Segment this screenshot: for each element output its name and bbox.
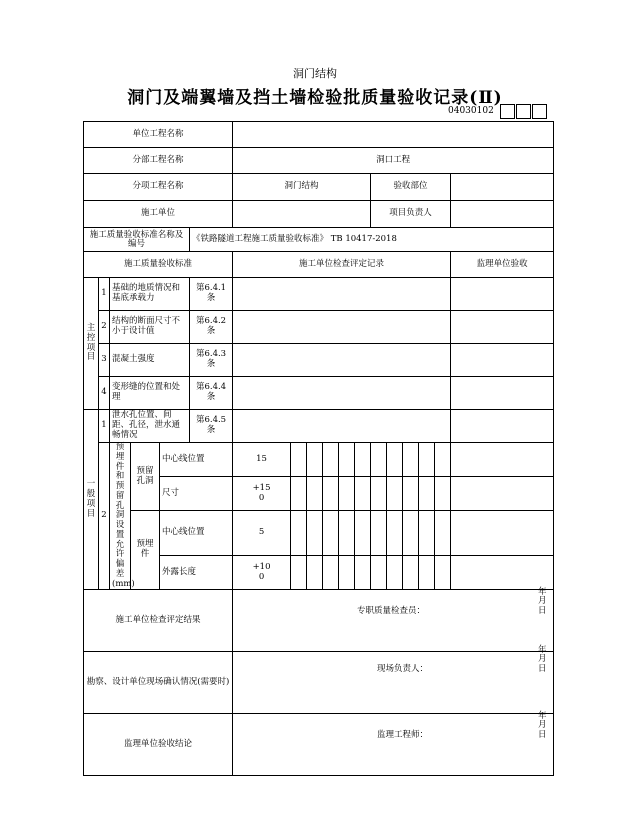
measure-cell[interactable]	[403, 511, 419, 556]
measure-cell[interactable]	[355, 511, 371, 556]
general-item-supervision[interactable]	[451, 443, 554, 477]
unit-project-label: 单位工程名称	[84, 122, 233, 148]
measure-cell[interactable]	[435, 556, 451, 590]
main-item-clause: 第6.4.1条	[190, 278, 233, 311]
design-confirm-area[interactable]	[233, 644, 556, 714]
tolerance-value: 5	[233, 511, 291, 556]
reserved-hole-label: 预留孔洞	[131, 443, 160, 511]
embedded-part-label: 预埋件	[131, 511, 160, 590]
tolerance-name: 中心线位置	[160, 511, 233, 556]
construction-date: 年 月 日	[538, 586, 556, 617]
supervision-conclusion-area[interactable]	[233, 710, 556, 776]
measure-cell[interactable]	[307, 477, 323, 511]
construction-unit-value[interactable]	[233, 201, 371, 228]
measure-cell[interactable]	[435, 443, 451, 477]
design-confirm-label: 勘察、设计单位现场确认情况(需要时)	[84, 652, 233, 714]
measure-cell[interactable]	[339, 511, 355, 556]
code-box-3[interactable]	[532, 104, 547, 119]
general-item-no: 2	[99, 443, 110, 590]
measure-cell[interactable]	[403, 556, 419, 590]
main-control-label: 主控项目	[84, 278, 99, 410]
sub-project-value[interactable]: 洞口工程	[233, 148, 554, 174]
measure-cell[interactable]	[355, 556, 371, 590]
quality-inspector-label: 专职质量检查员：	[357, 606, 426, 617]
measure-cell[interactable]	[371, 443, 387, 477]
item-project-value[interactable]: 洞门结构	[233, 174, 371, 201]
measure-cell[interactable]	[403, 443, 419, 477]
construction-result-area[interactable]	[233, 586, 556, 652]
project-leader-value[interactable]	[451, 201, 554, 228]
tolerance-value: 15	[233, 443, 291, 477]
general-item-text: 泄水孔位置、间距、孔径，泄水通畅情况	[110, 410, 190, 443]
supervision-date: 年 月 日	[538, 710, 556, 741]
measure-cell[interactable]	[291, 511, 307, 556]
code-box-1[interactable]	[500, 104, 515, 119]
measure-cell[interactable]	[419, 477, 435, 511]
measure-cell[interactable]	[419, 443, 435, 477]
main-item-text: 结构的断面尺寸不小于设计值	[110, 311, 190, 344]
main-item-supervision[interactable]	[451, 377, 554, 410]
main-item-text: 基础的地质情况和基底承载力	[110, 278, 190, 311]
inspection-table	[83, 121, 554, 776]
construction-result-label: 施工单位检查评定结果	[84, 590, 233, 652]
general-item-supervision[interactable]	[451, 556, 554, 590]
main-item-no: 2	[99, 311, 110, 344]
supervising-engineer-label: 监理工程师：	[377, 730, 429, 741]
measure-cell[interactable]	[371, 511, 387, 556]
main-item-supervision[interactable]	[451, 311, 554, 344]
general-item-supervision[interactable]	[451, 511, 554, 556]
unit-project-value[interactable]	[233, 122, 554, 148]
main-item-no: 3	[99, 344, 110, 377]
main-item-supervision[interactable]	[451, 344, 554, 377]
general-item-supervision[interactable]	[451, 477, 554, 511]
measure-cell[interactable]	[387, 556, 403, 590]
supervision-conclusion-label: 监理单位验收结论	[84, 714, 233, 776]
measure-cell[interactable]	[339, 477, 355, 511]
measure-cell[interactable]	[435, 511, 451, 556]
main-item-record[interactable]	[233, 311, 451, 344]
standard-value[interactable]: 《铁路隧道工程施工质量验收标准》 TB 10417-2018	[190, 228, 554, 252]
form-title: 洞门及端翼墙及挡土墙检验批质量验收记录(Ⅱ)	[127, 88, 503, 108]
tolerance-value: +15 0	[233, 477, 291, 511]
main-item-clause: 第6.4.3条	[190, 344, 233, 377]
main-item-text: 混凝土强度	[110, 344, 190, 377]
tolerance-value: +10 0	[233, 556, 291, 590]
form-subtitle: 洞门结构	[293, 67, 337, 80]
measure-cell[interactable]	[291, 556, 307, 590]
main-item-record[interactable]	[233, 278, 451, 311]
measure-cell[interactable]	[371, 556, 387, 590]
main-item-clause: 第6.4.2条	[190, 311, 233, 344]
main-item-record[interactable]	[233, 377, 451, 410]
measure-cell[interactable]	[371, 477, 387, 511]
site-leader-label: 现场负责人：	[377, 664, 429, 675]
measure-cell[interactable]	[387, 511, 403, 556]
measure-cell[interactable]	[339, 443, 355, 477]
col-supervision-header: 监理单位验收	[451, 252, 554, 278]
measure-cell[interactable]	[323, 477, 339, 511]
measure-cell[interactable]	[323, 511, 339, 556]
acceptance-part-label: 验收部位	[371, 174, 451, 201]
main-item-no: 1	[99, 278, 110, 311]
measure-cell[interactable]	[387, 443, 403, 477]
main-item-text: 变形缝的位置和处理	[110, 377, 190, 410]
measure-cell[interactable]	[291, 477, 307, 511]
measure-cell[interactable]	[355, 443, 371, 477]
code-box-2[interactable]	[516, 104, 531, 119]
item-project-label: 分项工程名称	[84, 174, 233, 201]
sub-project-label: 分部工程名称	[84, 148, 233, 174]
general-label: 一般项目	[84, 410, 99, 590]
form-code: 04030102	[448, 106, 494, 116]
measure-cell[interactable]	[291, 443, 307, 477]
tolerance-name: 中心线位置	[160, 443, 233, 477]
main-item-record[interactable]	[233, 344, 451, 377]
acceptance-part-value[interactable]	[451, 174, 554, 201]
general-item-no: 1	[99, 410, 110, 443]
main-item-clause: 第6.4.4条	[190, 377, 233, 410]
general-item-clause: 第6.4.5条	[190, 410, 233, 443]
measure-cell[interactable]	[339, 556, 355, 590]
standard-label: 施工质量验收标准名称及编号	[84, 228, 190, 252]
measure-cell[interactable]	[435, 477, 451, 511]
measure-cell[interactable]	[419, 556, 435, 590]
col-standard-header: 施工质量验收标准	[84, 252, 233, 278]
embedded-parts-label: 预埋件和预留孔洞设置允许偏差(mm)	[110, 443, 131, 590]
measure-cell[interactable]	[307, 556, 323, 590]
measure-cell[interactable]	[323, 556, 339, 590]
general-item-supervision[interactable]	[451, 410, 554, 443]
measure-cell[interactable]	[323, 443, 339, 477]
project-leader-label: 项目负责人	[371, 201, 451, 228]
design-date: 年 月 日	[538, 644, 556, 675]
measure-cell[interactable]	[403, 477, 419, 511]
measure-cell[interactable]	[307, 511, 323, 556]
measure-cell[interactable]	[419, 511, 435, 556]
general-item-record[interactable]	[233, 410, 451, 443]
main-item-no: 4	[99, 377, 110, 410]
construction-unit-label: 施工单位	[84, 201, 233, 228]
measure-cell[interactable]	[387, 477, 403, 511]
main-item-supervision[interactable]	[451, 278, 554, 311]
tolerance-name: 尺寸	[160, 477, 233, 511]
measure-cell[interactable]	[307, 443, 323, 477]
col-inspection-header: 施工单位检查评定记录	[233, 252, 451, 278]
tolerance-name: 外露长度	[160, 556, 233, 590]
measure-cell[interactable]	[355, 477, 371, 511]
